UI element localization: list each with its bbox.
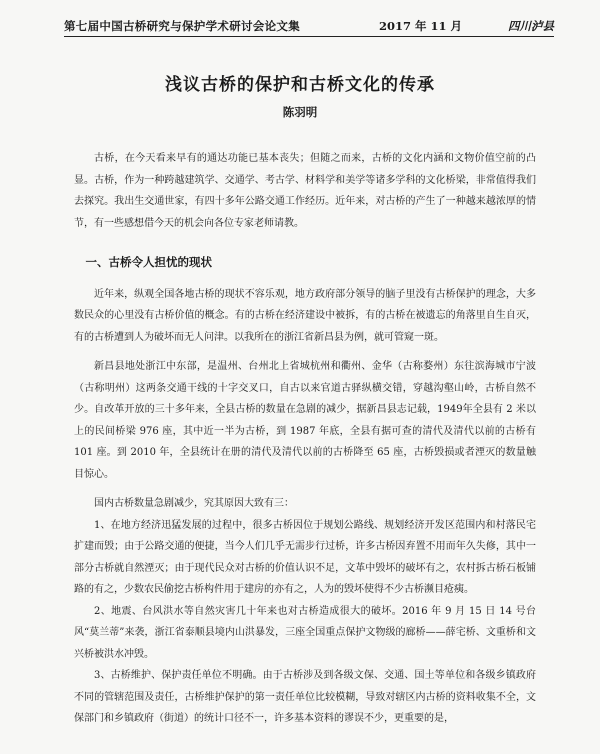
body-paragraph: 新昌县地处浙江中东部，是温州、台州北上省城杭州和衢州、金华（古称婺州）东往滨海城市宁波（古称明州）这两条交通干线的十字交叉口，自古以来官道古驿纵横交错，穿越沟壑山岭，古桥自然不少。自改革开放的三十多年来，全县古桥的数量在急剧的减少，据新昌县志记载，1949年全县有 2 米以上的民间桥梁 976 座，其中近一半为古桥，到 1987 年底，全县有据可查的清代及清代以前的古桥有 101 座。到 2010 年，全县统计在册的清代及清代以前的古桥降至 65 座，古桥毁损或者湮灭的数量触目惊心。: [74, 361, 536, 480]
body-paragraph: 1、在地方经济迅猛发展的过程中，很多古桥因位于规划公路线、规划经济开发区范围内和村落民宅扩建而毁；由于公路交通的便捷，当今人们几乎无需步行过桥，许多古桥因弃置不用而年久失修，其中一部分古桥就自然湮灭；由于现代民众对古桥的价值认识不足，文革中毁坏的破坏有之，农村拆古桥石板铺路的有之，少数农民偷挖古桥构件用于建房的亦有之，人为的毁坏使得不少古桥濒目疮痍。: [74, 519, 536, 595]
body-paragraph: 2、地震、台风洪水等自然灾害几十年来也对古桥造成很大的破坏。2016 年 9 月 15 日 14 号台风“莫兰蒂”来袭，浙江省泰顺县境内山洪暴发，三座全国重点保护文物级的廊桥——薛宅桥、文重桥和文兴桥被洪水冲毁。: [74, 605, 536, 660]
body-paragraph: 近年来，纵观全国各地古桥的现状不容乐观，地方政府部分领导的脑子里没有古桥保护的理念，大多数民众的心里没有古桥价值的概念。有的古桥在经济建设中被拆，有的古桥在被遗忘的角落里自生自灭，有的古桥遭到人为破坏而无人问津。以我所在的浙江省新昌县为例，就可管窥一斑。: [74, 288, 536, 343]
header-date: 2017 年 11 月: [378, 19, 462, 33]
paper-title: 浅议古桥的保护和古桥文化的传承: [165, 75, 435, 95]
paper-body: [74, 148, 536, 730]
running-header: [64, 16, 554, 37]
body-paragraph: 3、古桥维护、保护责任单位不明确。由于古桥涉及到各级文保、交通、国土等单位和各级乡镇政府不同的管辖范围及责任，古桥维护保护的第一责任单位比较模糊，导致对辖区内古桥的资料收集不全，文保部门和乡镇政府（街道）的统计口径不一，许多基本资料的谬误不少，更重要的是，: [74, 670, 536, 724]
section-heading: 一、古桥令人担忧的现状: [85, 255, 212, 269]
body-paragraph: 国内古桥数量急剧减少，究其原因大致有三：: [94, 498, 294, 509]
header-location: 四川泸县: [508, 19, 554, 33]
author-name: 陈羽明: [282, 105, 318, 119]
abstract-paragraph: 古桥，在今天看来早有的通达功能已基本丧失；但随之而来，古桥的文化内涵和文物价值空前的凸显。古桥，作为一种跨越建筑学、交通学、考古学、材料学和美学等诸多学科的文化桥梁，非常值得我们去探究。我出生交通世家，有四十多年公路交通工作经历。近年来，对古桥的产生了一种越来越浓厚的情节，有一些感想借今天的机会向各位专家老师请教。: [74, 153, 536, 229]
journal-name: 第七届中国古桥研究与保护学术研讨会论文集: [64, 19, 300, 33]
